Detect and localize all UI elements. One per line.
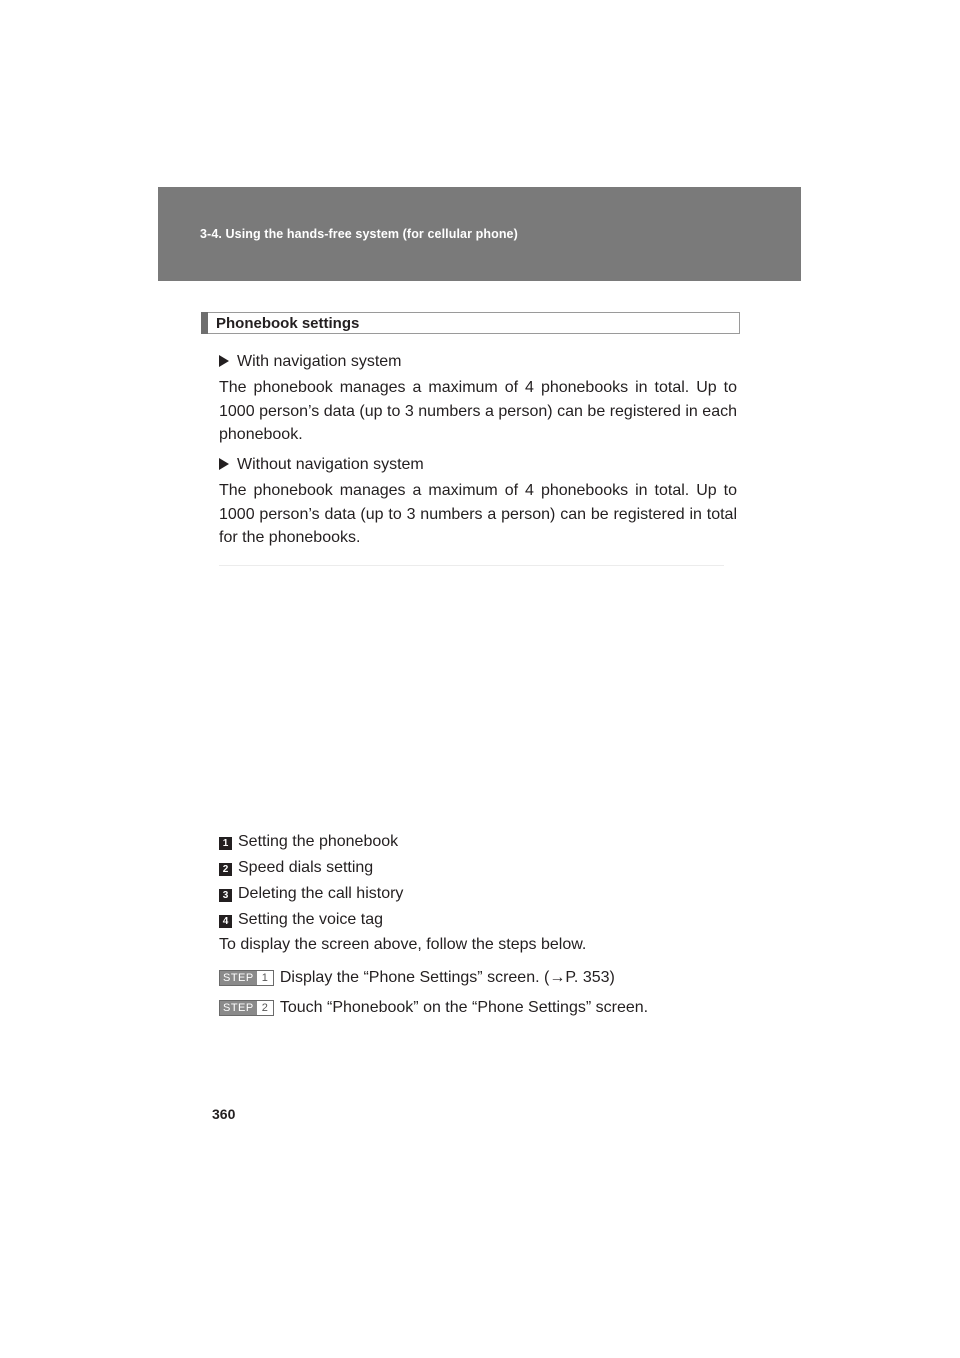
- list-item-label: Setting the phonebook: [238, 833, 399, 850]
- step-badge: STEP 2: [219, 1000, 274, 1016]
- triangle-bullet-icon: [219, 458, 229, 470]
- chapter-header: [158, 187, 801, 281]
- with-nav-label-row: [219, 351, 402, 373]
- triangle-bullet-icon: [219, 355, 229, 367]
- list-item: [219, 909, 383, 931]
- step-badge: STEP 1: [219, 970, 274, 986]
- section-heading: Phonebook settings: [216, 315, 360, 332]
- list-item: [219, 831, 398, 853]
- without-nav-label-row: [219, 454, 424, 476]
- section-heading-accent: [201, 312, 208, 334]
- without-nav-paragraph: The phonebook manages a maximum of 4 phonebooks in total. Up to 1000 person’s data (up to 3 numbers a person) can be registered in total for the phonebooks.: [219, 482, 737, 546]
- instructions-text: To display the screen above, follow the steps below.: [219, 936, 587, 953]
- step-2-text: Touch “Phonebook” on the “Phone Settings” screen.: [279, 999, 649, 1016]
- number-1-icon: 1: [219, 837, 232, 850]
- number-4-icon: 4: [219, 915, 232, 928]
- list-item-label: Speed dials setting: [238, 859, 374, 876]
- list-item-label: Deleting the call history: [238, 885, 404, 902]
- list-item-label: Setting the voice tag: [238, 911, 383, 928]
- with-nav-paragraph: The phonebook manages a maximum of 4 phonebooks in total. Up to 1000 person’s data (up to 3 numbers a person) can be registered in each phonebook.: [219, 379, 737, 443]
- with-nav-label: With navigation system: [237, 353, 402, 370]
- chapter-title: 3-4. Using the hands-free system (for cellular phone): [200, 227, 518, 241]
- step-2: [219, 997, 648, 1019]
- list-item: [219, 883, 403, 905]
- number-2-icon: 2: [219, 863, 232, 876]
- list-item: [219, 857, 373, 879]
- step-1-text: Display the “Phone Settings” screen. (→P. 353): [279, 969, 615, 986]
- divider: [219, 565, 724, 566]
- section-heading-bar: [201, 312, 740, 334]
- without-nav-label: Without navigation system: [237, 456, 424, 473]
- step-1: [219, 967, 615, 989]
- number-3-icon: 3: [219, 889, 232, 902]
- page-number: 360: [212, 1106, 236, 1122]
